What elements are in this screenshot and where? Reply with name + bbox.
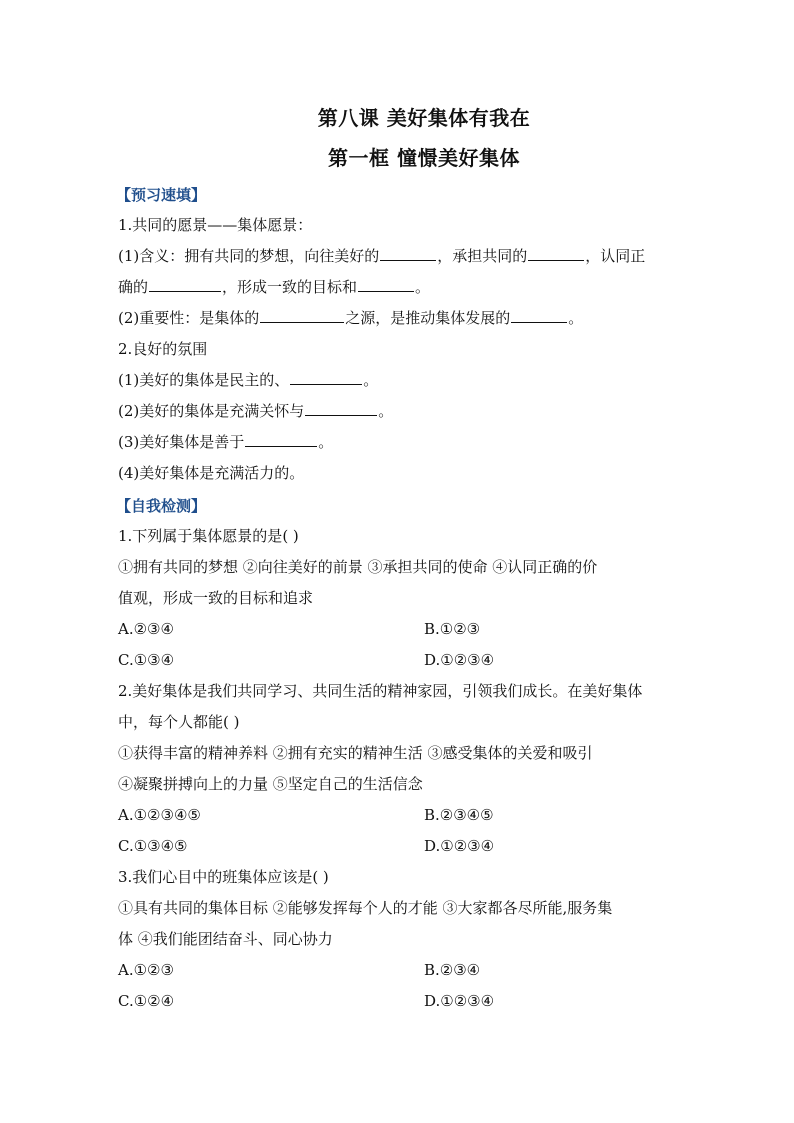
q3-options-row2 xyxy=(118,986,730,1017)
q2-choices-line1: ①获得丰富的精神养料 ②拥有充实的精神生活 ③感受集体的关爱和吸引 xyxy=(118,744,593,762)
fill-blank[interactable] xyxy=(380,244,436,261)
preview-section-label: 【预习速填】 xyxy=(116,186,207,204)
q3-choices-line2: 体 ④我们能团结奋斗、同心协力 xyxy=(118,930,333,948)
q2-stem-line2: 中，每个人都能( ) xyxy=(118,713,240,731)
q2-option-c[interactable]: C.①③④⑤ xyxy=(118,837,188,855)
q2-options-row1 xyxy=(118,800,730,831)
fill-blank[interactable] xyxy=(528,244,584,261)
q3-option-a[interactable]: A.①②③ xyxy=(118,961,174,979)
preview-item2-1: (1)美好的集体是民主的、 。 xyxy=(118,365,730,396)
check-section-label: 【自我检测】 xyxy=(116,497,207,515)
fill-blank[interactable] xyxy=(511,306,567,323)
q3-option-c[interactable]: C.①②④ xyxy=(118,992,175,1010)
q2-option-a[interactable]: A.①②③④⑤ xyxy=(118,806,201,824)
q2-choices-line2: ④凝聚拼搏向上的力量 ⑤坚定自己的生活信念 xyxy=(118,775,423,793)
q3-options-row1 xyxy=(118,955,730,986)
q3-stem: 3.我们心目中的班集体应该是( ) xyxy=(118,868,329,886)
section-title: 第一框 憧憬美好集体 xyxy=(328,146,520,170)
q1-stem: 1.下列属于集体愿景的是( ) xyxy=(118,527,299,545)
q1-option-b[interactable]: B.①②③ xyxy=(424,620,481,638)
fill-blank[interactable] xyxy=(245,430,317,447)
q1-option-c[interactable]: C.①③④ xyxy=(118,651,175,669)
q1-options-row2 xyxy=(118,645,730,676)
q2-options-row2 xyxy=(118,831,730,862)
preview-item2-title: 2.良好的氛围 xyxy=(118,340,208,358)
preview-item1-title: 1.共同的愿景——集体愿景： xyxy=(118,216,313,234)
q3-option-b[interactable]: B.②③④ xyxy=(424,961,481,979)
q3-choices-line1: ①具有共同的集体目标 ②能够发挥每个人的才能 ③大家都各尽所能,服务集 xyxy=(118,899,613,917)
q1-option-d[interactable]: D.①②③④ xyxy=(424,651,495,669)
preview-item1-2: (2)重要性：是集体的 之源，是推动集体发展的 。 xyxy=(118,303,730,334)
fill-blank[interactable] xyxy=(305,399,377,416)
preview-item2-3: (3)美好集体是善于 。 xyxy=(118,427,730,458)
fill-blank[interactable] xyxy=(290,368,362,385)
q1-choices-line1: ①拥有共同的梦想 ②向往美好的前景 ③承担共同的使命 ④认同正确的价 xyxy=(118,558,598,576)
q1-choices-line2: 值观，形成一致的目标和追求 xyxy=(118,589,314,607)
fill-blank[interactable] xyxy=(149,275,221,292)
preview-item2-4: (4)美好集体是充满活力的。 xyxy=(118,464,305,482)
q1-option-a[interactable]: A.②③④ xyxy=(118,620,174,638)
fill-blank[interactable] xyxy=(260,306,344,323)
q2-stem-line1: 2.美好集体是我们共同学习、共同生活的精神家园，引领我们成长。在美好集体 xyxy=(118,682,643,700)
fill-blank[interactable] xyxy=(358,275,414,292)
preview-item2-2: (2)美好的集体是充满关怀与 。 xyxy=(118,396,730,427)
q2-option-d[interactable]: D.①②③④ xyxy=(424,837,495,855)
lesson-title: 第八课 美好集体有我在 xyxy=(317,106,531,130)
q3-option-d[interactable]: D.①②③④ xyxy=(424,992,495,1010)
q2-option-b[interactable]: B.②③④⑤ xyxy=(424,806,494,824)
preview-item1-1-line2: 确的 ，形成一致的目标和 。 xyxy=(118,272,730,303)
preview-item1-1-line1: (1)含义：拥有共同的梦想，向往美好的 ，承担共同的 ，认同正 xyxy=(118,241,730,272)
q1-options-row1 xyxy=(118,614,730,645)
